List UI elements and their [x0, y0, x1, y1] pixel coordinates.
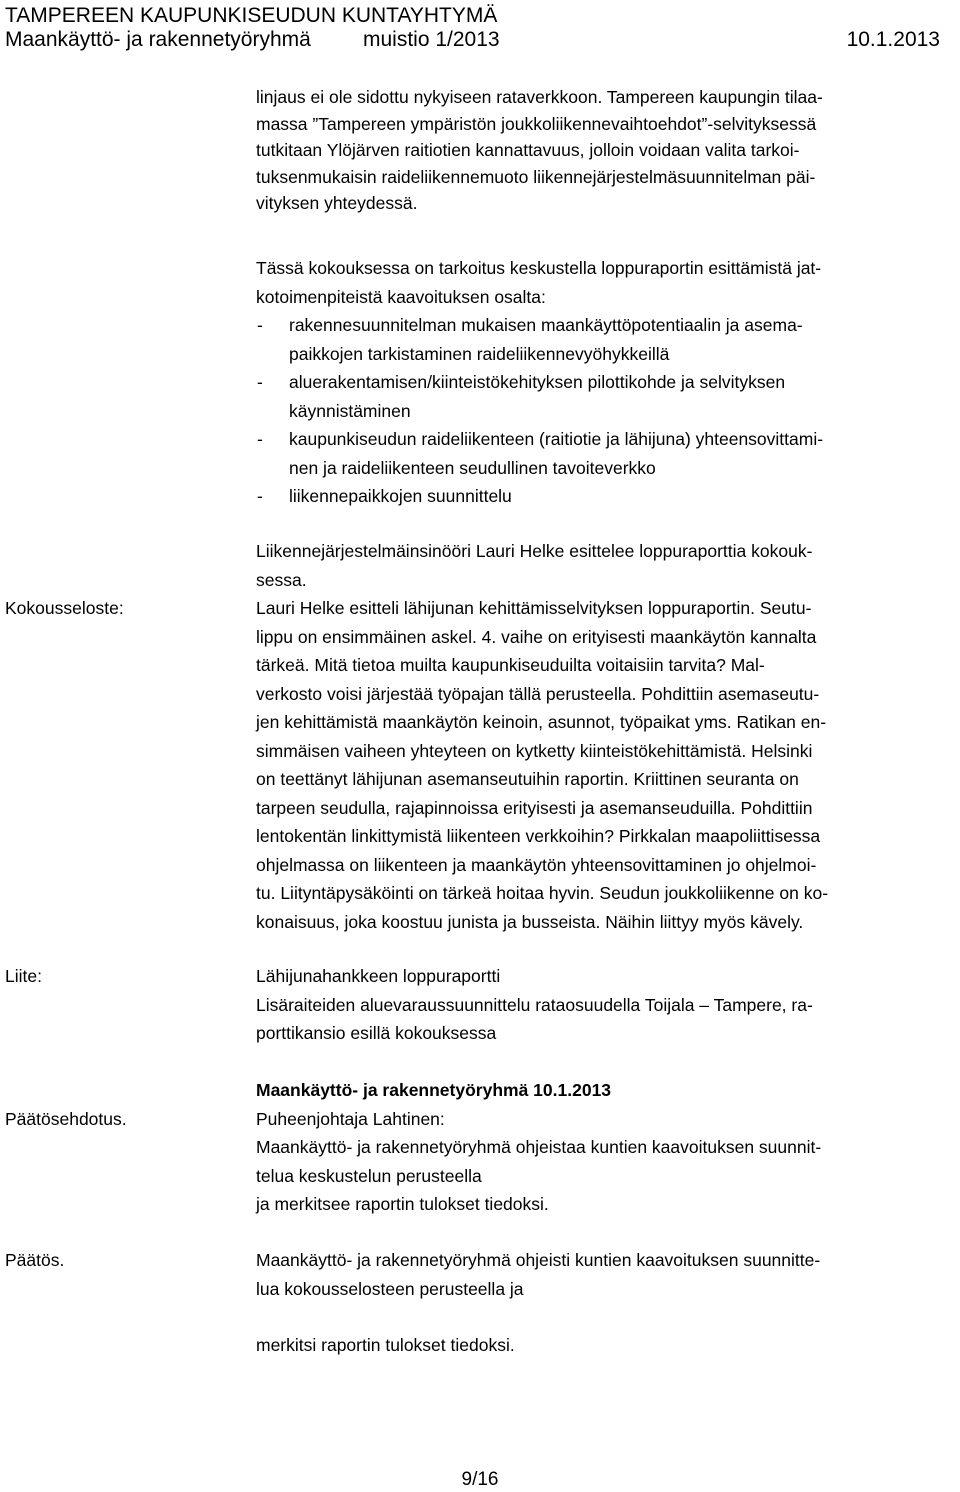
- proposal-block: [256, 1076, 956, 1219]
- text-line: lua kokousselosteen perusteella ja: [256, 1278, 524, 1299]
- text-line: vityksen yhteydessä.: [256, 193, 418, 213]
- list-dash: -: [257, 486, 263, 506]
- text-line: käynnistäminen: [289, 400, 411, 421]
- attachment-item: Lisäraiteiden aluevaraussuunnittelu rataosuudella Toijala – Tampere, ra-: [256, 994, 813, 1015]
- text-line: tu. Liityntäpysäköinti on tärkeä hoitaa hyvin. Seudun joukkoliikenne on ko-: [256, 883, 829, 903]
- label-paatos: Päätös.: [5, 1250, 65, 1270]
- topic-list: [256, 311, 956, 511]
- text-line: paikkojen tarkistaminen raideliikennevyöhykkeillä: [289, 343, 670, 364]
- text-line: kotoimenpiteistä kaavoituksen osalta:: [256, 286, 546, 307]
- text-line: jen kehittämistä maankäytön keinoin, asunnot, työpaikat yms. Ratikan en-: [256, 712, 827, 732]
- decision-tail: [256, 1331, 956, 1360]
- minutes-paragraph: [256, 594, 956, 936]
- memo-date: 10.1.2013: [846, 28, 940, 51]
- text-line: Maankäyttö- ja rakennetyöryhmä ohjeistaa kuntien kaavoituksen suunnit-: [256, 1137, 822, 1157]
- list-item: [256, 311, 956, 368]
- attachment-item: Lähijunahankkeen loppuraportti: [256, 966, 501, 986]
- label-kokousseloste: Kokousseloste:: [5, 598, 124, 618]
- list-dash: -: [257, 372, 263, 392]
- purpose-paragraph: [256, 254, 956, 311]
- proposal-heading: Maankäyttö- ja rakennetyöryhmä 10.1.2013: [256, 1080, 612, 1100]
- text-line: merkitsi raportin tulokset tiedoksi.: [256, 1335, 515, 1355]
- text-line: simmäisen vaiheen yhteyteen on kytketty kiinteistökehittämistä. Helsinki: [256, 740, 813, 761]
- list-dash: -: [257, 429, 263, 449]
- working-group-name: Maankäyttö- ja rakennetyöryhmä: [5, 28, 311, 51]
- text-line: kaupunkiseudun raideliikenteen (raitiotie ja lähijuna) yhteensovittami-: [289, 429, 824, 449]
- list-item: [256, 482, 956, 511]
- text-line: nen ja raideliikenteen seudullinen tavoiteverkko: [289, 457, 656, 478]
- text-line: Liikennejärjestelmäinsinööri Lauri Helke esittelee loppuraporttia kokouk-: [256, 541, 813, 561]
- text-line: rakennesuunnitelman mukaisen maankäyttöpotentiaalin ja asema-: [289, 315, 803, 335]
- text-line: tarpeen seudulla, rajapinnoissa erityisesti ja asemanseuduilla. Pohdittiin: [256, 797, 813, 818]
- text-line: lentokentän linkittymistä liikenteen verkkoihin? Pirkkalan maapoliittisessa: [256, 826, 821, 846]
- list-item: [256, 425, 956, 482]
- decision-paragraph: [256, 1246, 956, 1303]
- text-line: ja merkitsee raportin tulokset tiedoksi.: [256, 1194, 549, 1214]
- text-line: massa ”Tampereen ympäristön joukkoliikennevaihtoehdot”-selvityksessä: [256, 113, 817, 134]
- text-line: tärkeä. Mitä tietoa muilta kaupunkiseuduilta voitaisiin tarvita? Mal-: [256, 655, 765, 675]
- text-line: verkosto voisi järjestää työpajan tällä perusteella. Pohdittiin asemaseutu-: [256, 683, 820, 704]
- text-line: linjaus ei ole sidottu nykyiseen rataverkkoon. Tampereen kaupungin tilaa-: [256, 87, 823, 107]
- label-paatosehdotus: Päätösehdotus.: [5, 1109, 127, 1129]
- text-line: ohjelmassa on liikenteen ja maankäytön yhteensovittaminen jo ohjelmoi-: [256, 854, 817, 875]
- text-line: tuksenmukaisin raideliikennemuoto liikennejärjestelmäsuunnitelman päi-: [256, 166, 816, 187]
- text-line: tutkitaan Ylöjärven raitiotien kannattavuus, jolloin voidaan valita tarkoi-: [256, 140, 800, 160]
- text-line: Maankäyttö- ja rakennetyöryhmä ohjeisti kuntien kaavoituksen suunnitte-: [256, 1250, 821, 1270]
- text-line: aluerakentamisen/kiinteistökehityksen pilottikohde ja selvityksen: [289, 372, 786, 392]
- presenter-paragraph: [256, 537, 956, 594]
- text-line: Puheenjohtaja Lahtinen:: [256, 1108, 445, 1129]
- text-line: telua keskustelun perusteella: [256, 1165, 482, 1186]
- text-line: lippu on ensimmäinen askel. 4. vaihe on erityisesti maankäytön kannalta: [256, 626, 817, 647]
- text-line: liikennepaikkojen suunnittelu: [289, 486, 512, 506]
- page-header: [5, 4, 940, 52]
- text-line: on teettänyt lähijunan asemanseutuihin raportin. Kriittinen seuranta on: [256, 769, 799, 789]
- text-line: porttikansio esillä kokouksessa: [256, 1023, 497, 1043]
- page-number: 9/16: [461, 1469, 499, 1490]
- list-item: [256, 368, 956, 425]
- label-liite: Liite:: [5, 966, 42, 986]
- text-line: Tässä kokouksessa on tarkoitus keskustella loppuraportin esittämistä jat-: [256, 258, 822, 278]
- intro-paragraph: [256, 84, 946, 217]
- attachments-paragraph: [256, 962, 956, 1048]
- text-line: sessa.: [256, 569, 307, 590]
- text-line: Lauri Helke esitteli lähijunan kehittämisselvityksen loppuraportin. Seutu-: [256, 598, 812, 618]
- list-dash: -: [257, 315, 263, 335]
- memo-number: muistio 1/2013: [363, 28, 500, 51]
- organization-name: TAMPEREEN KAUPUNKISEUDUN KUNTAYHTYMÄ: [5, 4, 498, 27]
- text-line: konaisuus, joka koostuu junista ja busseista. Näihin liittyy myös kävely.: [256, 911, 804, 932]
- header-info-row: [5, 28, 940, 52]
